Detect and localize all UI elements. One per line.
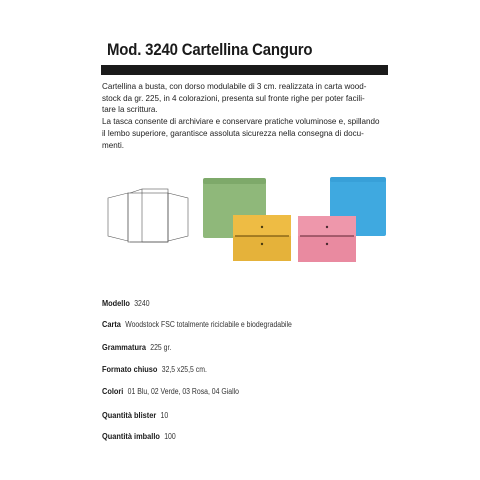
spec-row-modello: [102, 298, 150, 308]
spec-value: 3240: [134, 299, 150, 308]
spec-value: 225 gr.: [150, 343, 172, 352]
spec-row-colori: [102, 386, 239, 396]
spec-row-quantita-imballo: [102, 431, 176, 441]
description-line: menti.: [102, 139, 125, 150]
spec-value: 100: [164, 432, 176, 441]
description-line: Cartellina a busta, con dorso modulabile di 3 cm. realizzata in carta wood-: [102, 81, 367, 91]
spec-value: Woodstock FSC totalmente riciclabile e biodegradabile: [125, 320, 292, 329]
description-line: tare la scrittura.: [102, 104, 158, 115]
spec-label: Quantità imballo: [102, 431, 160, 441]
product-title: Mod. 3240 Cartellina Canguro: [107, 40, 313, 59]
pink-folder-image: [298, 216, 356, 262]
spec-row-quantita-blister: [102, 410, 168, 420]
spec-label: Modello: [102, 298, 130, 308]
spec-row-formato-chiuso: [102, 364, 207, 374]
description-line: il lembo superiore, garantisce assoluta sicurezza nella consegna di docu-: [102, 127, 364, 138]
spec-label: Colori: [102, 386, 124, 396]
spec-value: 10: [160, 411, 169, 420]
spec-label: Grammatura: [102, 342, 146, 352]
spec-row-carta: [102, 319, 292, 329]
spec-label: Carta: [102, 319, 121, 329]
spec-label: Formato chiuso: [102, 364, 158, 374]
yellow-folder-image: [233, 215, 291, 261]
spec-row-grammatura: [102, 342, 171, 352]
spec-value: 01 Blu, 02 Verde, 03 Rosa, 04 Giallo: [127, 387, 239, 396]
spec-value: 32,5 x25,5 cm.: [161, 365, 207, 374]
description-line: La tasca consente di archiviare e conservare pratiche voluminose e, spillando: [102, 116, 380, 127]
description-line: stock da gr. 225, in 4 colorazioni, presenta sul fronte righe per poter facili-: [102, 92, 365, 103]
spec-label: Quantità blister: [102, 410, 157, 420]
folder-line-drawing: [108, 189, 188, 242]
